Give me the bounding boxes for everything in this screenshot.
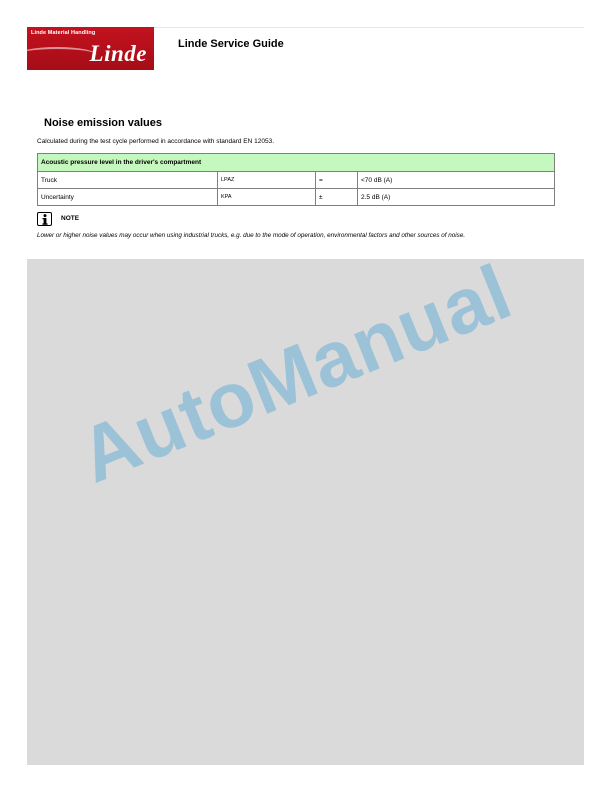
- row-value: <70 dB (A): [358, 172, 555, 189]
- intro-text: Calculated during the test cycle performed in accordance with standard EN 12053.: [37, 138, 275, 145]
- row-label: Uncertainty: [38, 189, 218, 206]
- row-symbol: KPA: [218, 189, 316, 206]
- section-title: Noise emission values: [44, 117, 162, 129]
- row-operator: ±: [316, 189, 358, 206]
- noise-table: [37, 153, 555, 206]
- linde-logo: [27, 27, 154, 70]
- row-label: Truck: [38, 172, 218, 189]
- row-symbol: LPAZ: [218, 172, 316, 189]
- row-value: 2.5 dB (A): [358, 189, 555, 206]
- logo-tagline: Linde Material Handling: [31, 30, 96, 36]
- header-title: Linde Service Guide: [178, 38, 284, 50]
- table-header: Acoustic pressure level in the driver's compartment: [38, 154, 555, 172]
- logo-swoosh: [27, 47, 97, 63]
- table-row: [38, 189, 555, 206]
- table-row: [38, 172, 555, 189]
- table-header-row: [38, 154, 555, 172]
- page: [27, 27, 584, 765]
- info-icon: [37, 212, 52, 226]
- note-label: NOTE: [61, 215, 80, 222]
- watermark: AutoManual: [67, 246, 524, 500]
- note-text: Lower or higher noise values may occur when using industrial trucks, e.g. due to the mode of operation, environmental factors and other sources of noise.: [37, 232, 466, 239]
- logo-wordmark: Linde: [89, 41, 147, 66]
- row-operator: =: [316, 172, 358, 189]
